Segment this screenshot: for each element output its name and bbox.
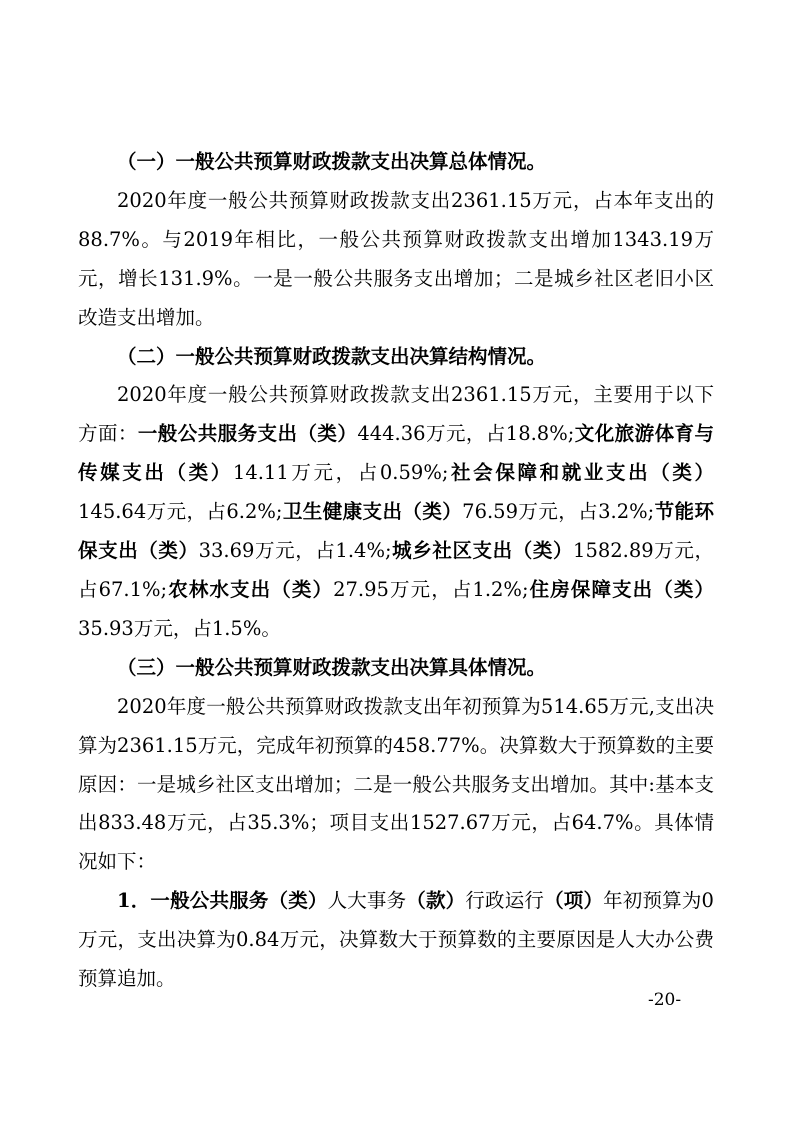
section2-body — [78, 376, 714, 648]
category-value: 1582.89万元，占67.1%; — [78, 539, 714, 601]
category-name: 一般公共服务支出（类） — [137, 422, 358, 446]
category-value: 35.93万元，占1.5%。 — [78, 616, 281, 640]
item1-kuan-tag: （款） — [406, 889, 466, 913]
category-value: 444.36万元，占18.8%; — [357, 422, 575, 446]
category-value: 14.11万元，占0.59%; — [232, 461, 449, 485]
section2-heading: （二）一般公共预算财政拨款支出决算结构情况。 — [117, 344, 547, 368]
category-name: 卫生健康支出（类） — [282, 500, 463, 524]
section2-intro: 2020年度一般公共预算财政拨款支出2361.15万元，主要用于以下方面： — [78, 383, 714, 446]
category-name: 社会保障和就业支出（类） — [448, 461, 714, 485]
category-value: 27.95万元，占1.2%; — [333, 577, 529, 601]
item1-label: 1．一般公共服务（类） — [117, 889, 328, 913]
category-value: 33.69万元，占1.4%; — [198, 539, 392, 563]
category-name: 农林水支出（类） — [167, 577, 334, 601]
category-name: 文化旅游体育与传媒支出（类） — [78, 422, 714, 485]
item1-text: 年初预算为0万元，支出决算为0.84万元，决算数大于预算数的主要原因是人大办公费预算追加。 — [78, 889, 714, 991]
section3-heading: （三）一般公共预算财政拨款支出决算具体情况。 — [117, 655, 547, 679]
category-name: 城乡社区支出（类） — [391, 539, 574, 563]
section1-heading: （一）一般公共预算财政拨款支出决算总体情况。 — [117, 150, 547, 173]
item1-xiang-name: 行政运行 — [465, 889, 545, 913]
category-name: 节能环保支出（类） — [78, 500, 714, 563]
section3-item1 — [78, 882, 714, 999]
page-number: -20- — [648, 990, 682, 1010]
item1-kuan-name: 人大事务 — [327, 889, 407, 913]
section1-body: 2020年度一般公共预算财政拨款支出2361.15万元，占本年支出的88.7%。与2019年相比，一般公共预算财政拨款支出增加1343.19万元，增长131.9%。一是一般公共服务支出增加；二是城乡社区老旧小区改造支出增加。 — [78, 188, 714, 329]
category-value: 145.64万元，占6.2%; — [78, 500, 283, 524]
section3-body: 2020年度一般公共预算财政拨款支出年初预算为514.65万元,支出决算为2361.15万元，完成年初预算的458.77%。决算数大于预算数的主要原因：一是城乡社区支出增加；二是一般公共服务支出增加。其中:基本支出833.48万元，占35.3%；项目支出1527.67万元，占64.7%。具体情况如下： — [78, 694, 714, 874]
item1-xiang-tag: （项） — [544, 889, 604, 913]
page-content — [78, 143, 714, 999]
category-name: 住房保障支出（类） — [528, 577, 714, 601]
category-value: 76.59万元，占3.2%; — [462, 500, 655, 524]
